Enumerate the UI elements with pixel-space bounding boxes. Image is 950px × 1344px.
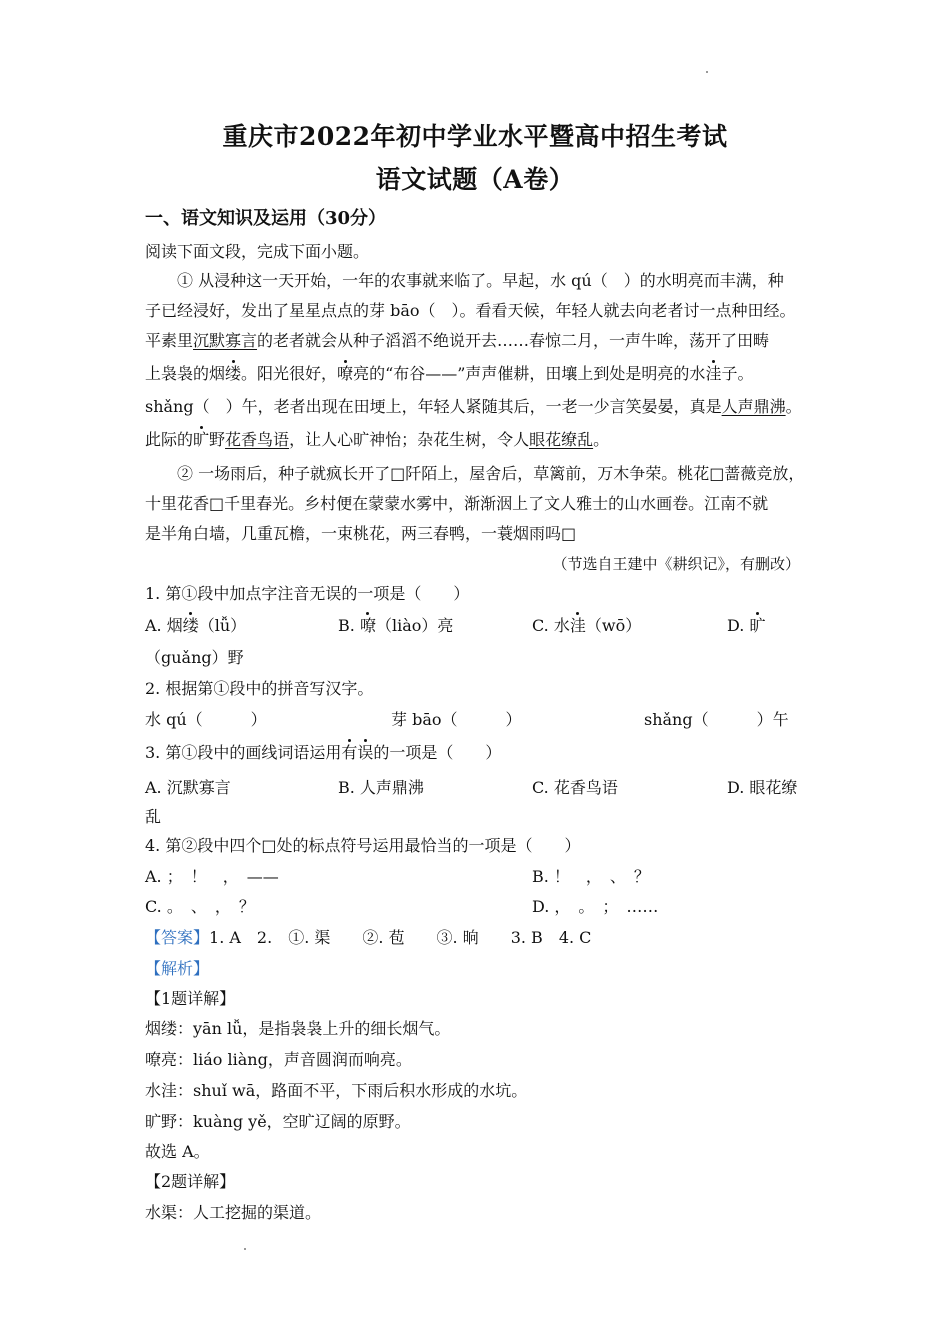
underlined-phrase: 眼花缭乱	[529, 430, 594, 449]
analysis-label: 【解析】	[145, 959, 210, 978]
text-run: 。	[593, 430, 610, 449]
q3-option-b: B. 人声鼎沸	[338, 778, 424, 797]
exam-subtitle: 语文试题（A卷）	[375, 165, 575, 194]
q2-blank-3: shǎng（ ）午	[644, 710, 789, 729]
instruction: 阅读下面文段，完成下面小题。	[145, 242, 370, 261]
detail-1-line: 故选 A。	[145, 1142, 210, 1161]
detail-2-line: 水渠：人工挖掘的渠道。	[145, 1203, 322, 1222]
passage-line	[145, 429, 609, 451]
q1-option-c	[532, 615, 641, 637]
detail-1-line: 烟缕：yān lǚ，是指袅袅上升的细长烟气。	[145, 1019, 451, 1038]
q1-option-a	[145, 615, 246, 637]
text-run: C. 水	[532, 616, 570, 635]
exam-title: 重庆市2022年初中学业水平暨高中招生考试	[222, 122, 728, 151]
q3-option-a: A. 沉默寡言	[145, 778, 231, 797]
passage-source: （节选自王建中《耕织记》，有删改）	[552, 555, 800, 573]
text-run: 此际的	[145, 430, 194, 449]
answer-line	[145, 927, 591, 949]
passage-line: 子已经浸好，发出了星星点点的芽 bāo（ ）。看看天候，年轻人就去向老者讨一点种田经。	[145, 301, 796, 320]
text-run: 野	[209, 430, 226, 449]
question-4-stem: 4. 第②段中四个□处的标点符号运用最恰当的一项是（ ）	[145, 836, 581, 855]
text-run: 。	[785, 397, 802, 416]
text-run: （lǚ）	[198, 616, 247, 635]
text-run: 3. 第①段中的画线词语运用	[145, 743, 342, 762]
dotted-char: 嘹	[337, 364, 354, 383]
dotted-char: 嘹	[359, 616, 376, 635]
passage-line: 是半角白墙，几重瓦檐，一束桃花，两三春鸭，一蓑烟雨吗□	[145, 524, 577, 543]
scan-speck	[706, 71, 708, 73]
dotted-char: 有	[341, 743, 358, 762]
dotted-char: 误	[357, 743, 374, 762]
question-1-stem: 1. 第①段中加点字注音无误的一项是（ ）	[145, 584, 470, 603]
text-run: 的一项是（ ）	[373, 743, 502, 762]
q4-option-c: C. 。 、 ， ？	[145, 897, 255, 916]
detail-1-line: 嘹亮：liáo liàng，声音圆润而响亮。	[145, 1050, 412, 1069]
q3-option-c: C. 花香鸟语	[532, 778, 618, 797]
question-3-stem	[145, 742, 501, 764]
passage-line: ② 一场雨后，种子就疯长开了□阡陌上，屋舍后，草篱前，万木争荣。桃花□蔷薇竞放，	[177, 464, 805, 483]
underlined-phrase: 花香鸟语	[225, 430, 290, 449]
text-run: 亮的“布谷——”声声催耕，田壤上到处是明亮的水	[353, 364, 706, 383]
passage-line: ① 从浸种这一天开始，一年的农事就来临了。早起，水 qú（ ）的水明亮而丰满，种	[177, 271, 784, 290]
q1-option-b	[338, 615, 453, 637]
text-run: （liào）亮	[375, 616, 454, 635]
q4-option-b: B. ！ ， 、 ？	[532, 867, 650, 886]
detail-1-line: 旷野：kuàng yě，空旷辽阔的原野。	[145, 1112, 411, 1131]
dotted-char: 缕	[225, 364, 242, 383]
passage-line	[145, 363, 753, 385]
dotted-char: 洼	[569, 616, 586, 635]
passage-line	[145, 330, 769, 352]
q3-option-d-wrap: 乱	[145, 807, 162, 826]
text-run: shǎng（ ）午，老者出现在田埂上，年轻人紧随其后，一老一少言笑晏晏，真是	[145, 397, 722, 416]
question-2-stem: 2. 根据第①段中的拼音写汉字。	[145, 679, 374, 698]
passage-line	[145, 396, 802, 418]
text-run: 的老者就会从种子滔滔不绝说开去……春惊二月，一声牛哞，荡开了田畴	[257, 331, 770, 350]
dotted-char: 旷	[749, 616, 766, 635]
dotted-char: 洼	[705, 364, 722, 383]
text-run: A. 烟	[145, 616, 183, 635]
underlined-phrase: 人声鼎沸	[721, 397, 786, 416]
answer-text: 1. A 2. ①. 渠 ②. 苞 ③. 晌 3. B 4. C	[209, 928, 592, 947]
text-run: （wō）	[585, 616, 642, 635]
text-run: ，让人心旷神怡；杂花生树，令人	[289, 430, 530, 449]
q4-option-a: A. ； ！ ， ——	[145, 867, 279, 886]
q3-option-d: D. 眼花缭	[727, 778, 798, 797]
dotted-char: 旷	[193, 430, 210, 449]
q2-blank-1: 水 qú（ ）	[145, 710, 267, 729]
text-run: D.	[727, 616, 750, 635]
text-run: 平素里	[145, 331, 194, 350]
passage-line: 十里花香□千里春光。乡村便在蒙蒙水雾中，渐渐洇上了文人雅士的山水画卷。江南不就	[145, 494, 769, 513]
text-run: 上袅袅的烟	[145, 364, 226, 383]
text-run: B.	[338, 616, 360, 635]
detail-1-line: 水洼：shuǐ wā，路面不平，下雨后积水形成的水坑。	[145, 1081, 528, 1100]
underlined-phrase: 沉默寡言	[193, 331, 258, 350]
section-heading: 一、语文知识及运用（30分）	[145, 208, 387, 229]
text-run: 子。	[721, 364, 754, 383]
dotted-char: 缕	[182, 616, 199, 635]
q2-blank-2: 芽 bāo（ ）	[391, 710, 522, 729]
q1-option-d	[727, 615, 765, 637]
text-run: 。阳光很好，	[241, 364, 338, 383]
detail-2-label: 【2题详解】	[145, 1172, 236, 1191]
detail-1-label: 【1题详解】	[145, 989, 236, 1008]
q4-option-d: D. ， 。 ； ……	[532, 897, 659, 916]
answer-label: 【答案】	[145, 928, 210, 947]
scan-speck	[244, 1248, 246, 1250]
q1-option-d-wrap: （guǎng）野	[145, 648, 244, 667]
